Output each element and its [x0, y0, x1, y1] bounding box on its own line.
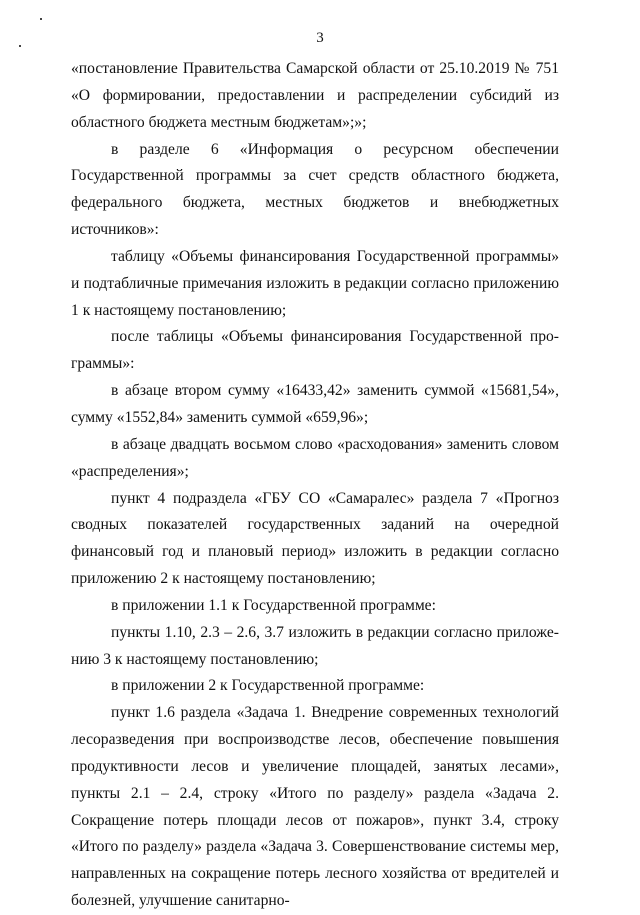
paragraph: в разделе 6 «Информация о ресурсном обеспечении Государственной программы за счет средств областного бюджета, федерального бюджета, местных бюджетов и внебюджетных источников»: — [71, 140, 559, 239]
page-number: 3 — [316, 30, 324, 46]
paragraph: в абзаце двадцать восьмом слово «расходования» заменить словом «распределения»; — [71, 435, 559, 480]
paragraph: в абзаце втором сумму «16433,42» заменить суммой «15681,54», сумму «1552,84» заменить суммой «659,96»; — [71, 382, 559, 426]
paragraph: после таблицы «Объемы финансирования Государственной программы»: — [71, 328, 559, 373]
paragraph: пункт 1.6 раздела «Задача 1. Внедрение современных технологий лесоразведения при воспроизводстве лесов, обеспечение повышения продуктивности лесов и увеличение площадей, занятых лесами», пункты 2.1 – 2.4, строку «Итого по разделу» раздела «Задача 2. Сокращение потерь площади лесов от пожаров», пункт 3.4, строку «Итого по разделу» раздела «Задача 3. Совершенствование системы мер, направленных на сокращение потерь лесного хозяйства от вредителей и болезней, улучшение санитарно- — [71, 704, 559, 910]
paragraph: пункт 4 подраздела «ГБУ СО «Самаралес» раздела 7 «Прогноз сводных показателей государственных заданий на очередной финансовый год и плановый период» изложить в редакции согласно приложению 2 к настоящему постановлению; — [71, 489, 559, 588]
paragraph: в приложении 1.1 к Государственной программе: — [111, 596, 436, 614]
paragraph: в приложении 2 к Государственной программе: — [111, 677, 425, 695]
scan-speck — [19, 45, 21, 47]
paragraph: таблицу «Объемы финансирования Государственной программы» и подтабличные примечания изложить в редакции согласно приложению 1 к настоящему постановлению; — [71, 247, 559, 319]
scan-speck — [40, 18, 42, 20]
paragraph: пункты 1.10, 2.3 – 2.6, 3.7 изложить в редакции согласно приложению 3 к настоящему постановлению; — [71, 623, 559, 668]
paragraph: «постановление Правительства Самарской области от 25.10.2019 № 751 «О формировании, предоставлении и распределении субсидий из областного бюджета местным бюджетам»;»; — [71, 60, 559, 131]
document-body — [71, 56, 559, 915]
